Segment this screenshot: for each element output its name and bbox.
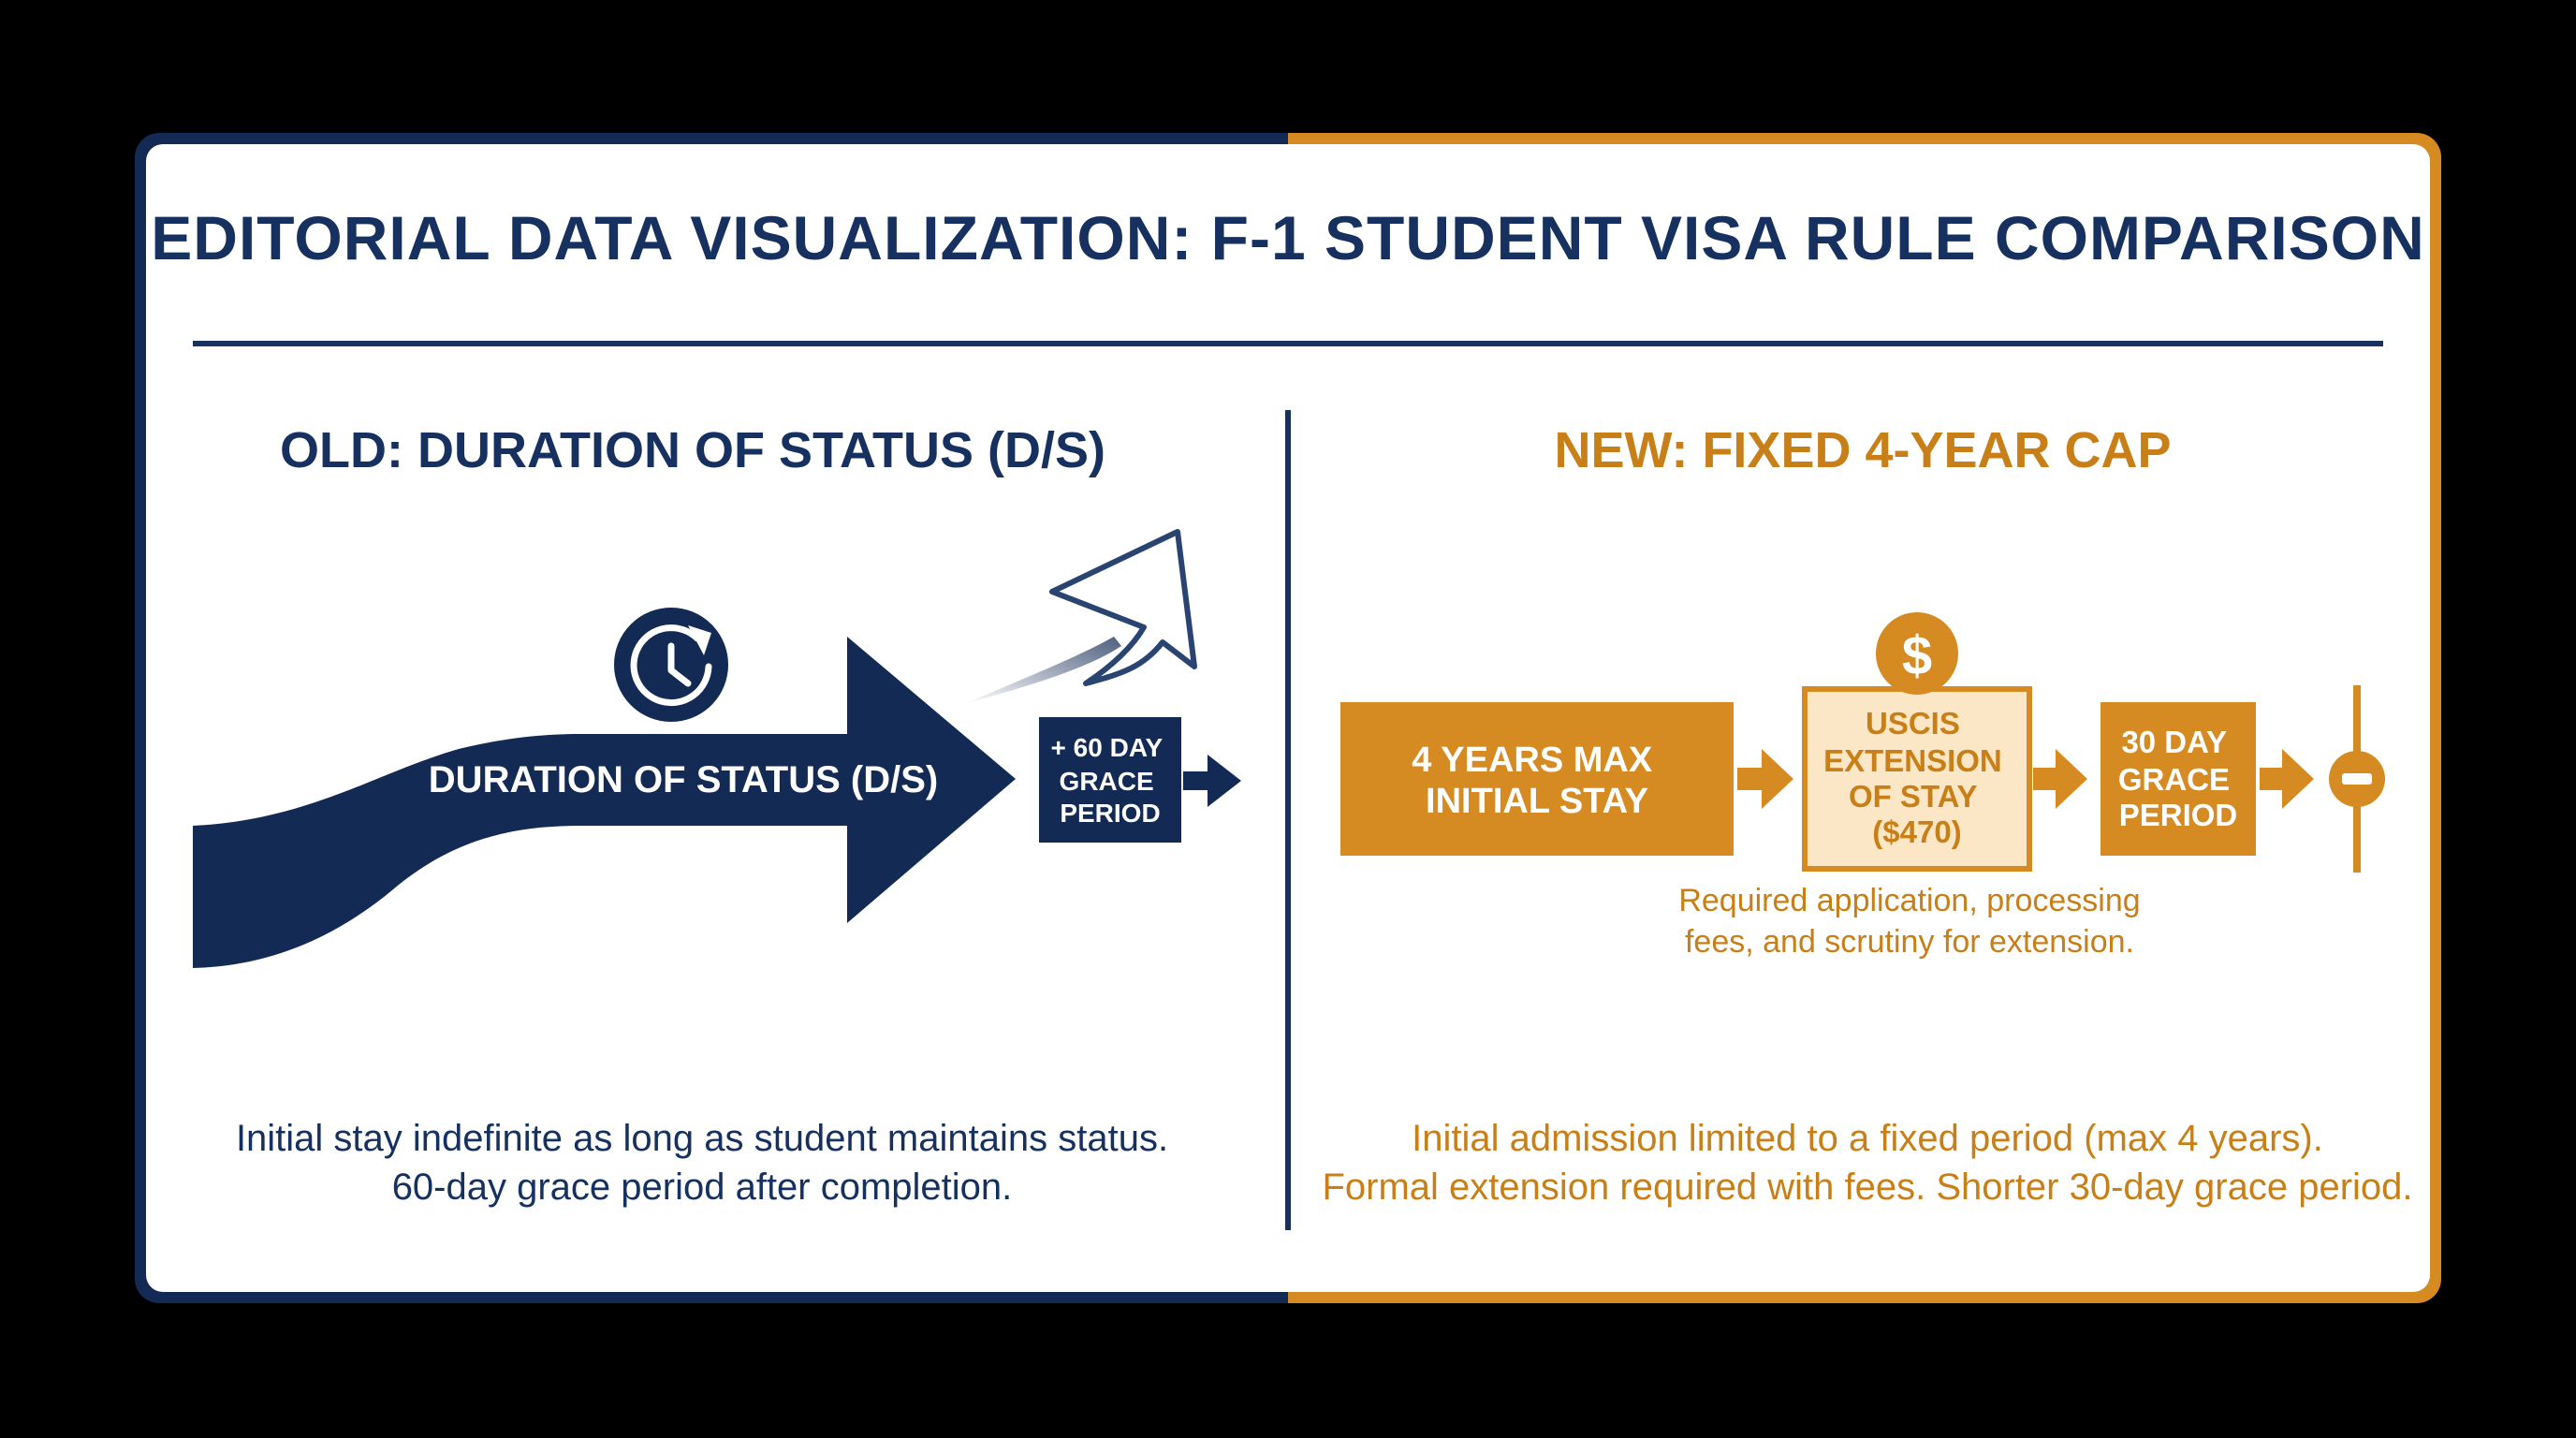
svg-text:+ 60 DAY GRACE PERIOD	[1051, 733, 1170, 828]
upward-trend-wisp	[964, 637, 1121, 704]
page-title: EDITORIAL DATA VISUALIZATION: F-1 STUDENT VISA RULE COMPARISON	[151, 203, 2425, 272]
initial-stay-line-1: 4 YEARS MAX	[1412, 741, 1653, 780]
new-description-line-2: Formal extension required with fees. Shorter 30-day grace period.	[1322, 1167, 2413, 1208]
duration-of-status-arrow	[193, 637, 1016, 968]
uscis-line-3: OF STAY	[1848, 779, 1977, 814]
old-description-line-2: 60-day grace period after completion.	[391, 1167, 1013, 1208]
uscis-line-1: USCIS	[1865, 706, 1960, 741]
new-grace-line-2: GRACE	[2117, 762, 2231, 797]
stop-end-icon	[2329, 685, 2385, 873]
new-grace-line-3: PERIOD	[2118, 798, 2238, 832]
flow-arrow-1	[1737, 749, 1793, 809]
flow-arrow-3	[2260, 749, 2314, 809]
old-grace-line-3: PERIOD	[1060, 799, 1161, 828]
dollar-symbol: $	[1901, 625, 1933, 686]
old-grace-line-1: + 60 DAY	[1050, 733, 1163, 762]
new-grace-line-1: 30 DAY	[2121, 725, 2227, 759]
duration-of-status-label: DURATION OF STATUS (D/S)	[428, 759, 939, 800]
new-rule-description	[1320, 1114, 2415, 1211]
uscis-line-4: ($470)	[1872, 814, 1962, 849]
flow-arrow-2	[2033, 749, 2087, 809]
old-rule-description	[150, 1114, 1254, 1211]
old-rule-heading: OLD: DURATION OF STATUS (D/S)	[280, 422, 1105, 478]
extension-note	[1629, 880, 2190, 962]
old-grace-line-2: GRACE	[1059, 767, 1154, 796]
new-description-line-1: Initial admission limited to a fixed period (max 4 years).	[1412, 1118, 2323, 1159]
extension-note-line-2: fees, and scrutiny for extension.	[1684, 924, 2135, 960]
clock-refresh-icon	[611, 605, 731, 725]
old-description-line-1: Initial stay indefinite as long as student maintains status.	[235, 1118, 1169, 1159]
dollar-coin-icon	[1876, 612, 1958, 695]
new-rule-heading: NEW: FIXED 4-YEAR CAP	[1554, 422, 2172, 478]
old-grace-arrow	[1183, 755, 1241, 807]
svg-text:30 DAY GRACE PERIOD	[2118, 725, 2238, 832]
uscis-line-2: EXTENSION	[1823, 743, 2002, 778]
extension-note-line-1: Required application, processing	[1678, 883, 2141, 918]
initial-stay-line-2: INITIAL STAY	[1426, 782, 1648, 821]
